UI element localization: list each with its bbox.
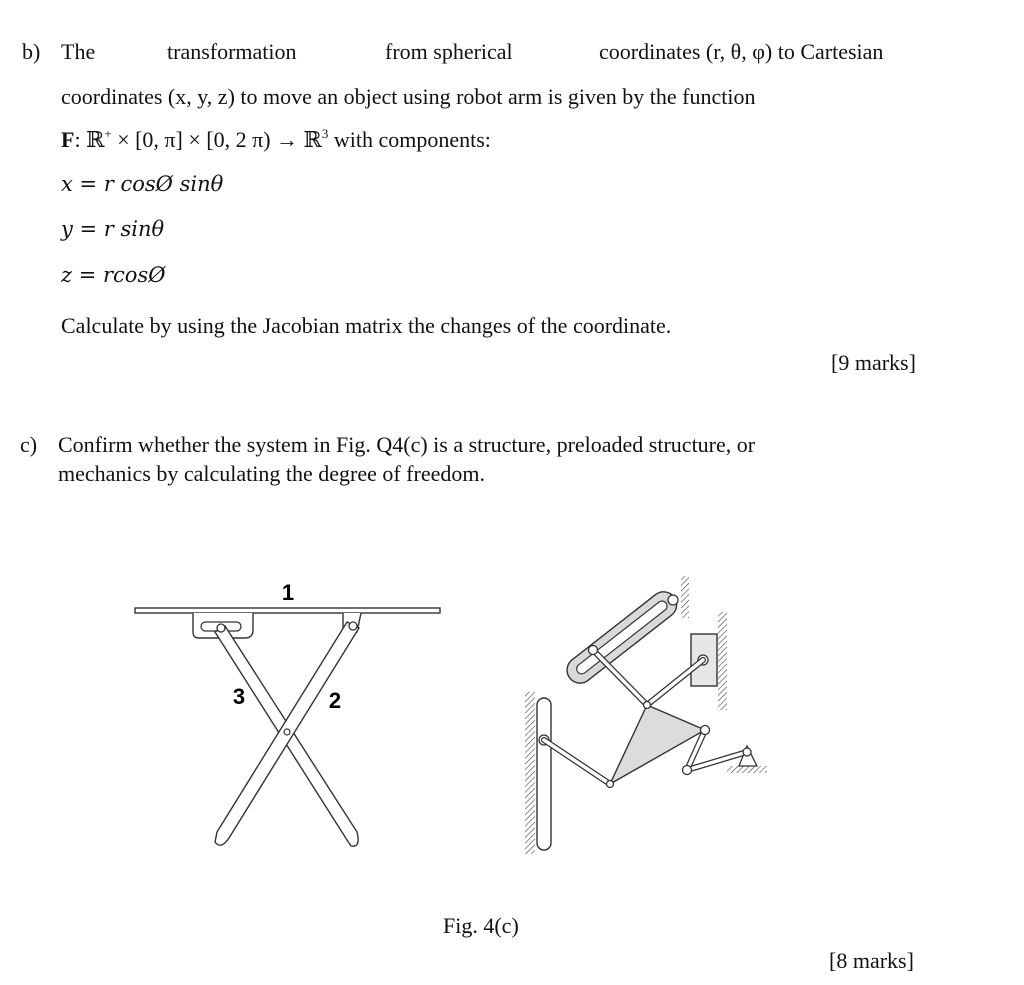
upper-slotted-link <box>562 587 682 689</box>
pin-right-hinge <box>349 622 357 630</box>
function-domain-mid: × [0, π] × [0, 2 π) → ℝ <box>111 127 322 152</box>
superscript-plus: + <box>104 126 112 141</box>
part-b-instruction: Calculate by using the Jacobian matrix the changes of the coordinate. <box>61 313 672 338</box>
equation-y: y = r sinθ <box>61 217 165 241</box>
part-b-label: b) <box>22 39 41 64</box>
left-vertical-slot <box>537 698 551 850</box>
ground-right <box>727 766 767 773</box>
pin-ground-support <box>743 748 751 756</box>
figure-label-3: 3 <box>232 684 246 709</box>
function-domain-end: with components: <box>328 127 491 152</box>
part-b-line2: coordinates (x, y, z) to move an object using robot arm is given by the function <box>61 84 756 109</box>
pin-left-slider <box>217 624 225 632</box>
pin-center <box>284 729 290 735</box>
top-right-wall <box>681 576 689 618</box>
part-b-marks: [9 marks] <box>831 350 916 375</box>
part-b-line1-word2: transformation <box>167 39 297 64</box>
part-b-line1-word1: The <box>61 39 96 64</box>
pin-slotted-link <box>589 646 598 655</box>
pivot-top-right <box>668 595 678 605</box>
part-b-line3 <box>61 126 491 154</box>
right-wall <box>718 612 727 710</box>
figure-folding-table <box>125 570 455 860</box>
pin-crank <box>683 766 692 775</box>
part-c-marks: [8 marks] <box>829 948 914 973</box>
figure-caption: Fig. 4(c) <box>443 913 519 938</box>
pin-plate-bottom <box>607 781 614 788</box>
part-b-line1-word4: coordinates (r, θ, φ) to Cartesian <box>599 39 884 64</box>
equation-z: z = rcosØ <box>61 263 166 287</box>
figure-label-1: 1 <box>281 580 295 605</box>
part-c-line2: mechanics by calculating the degree of freedom. <box>58 461 485 486</box>
figure-linkage-mechanism <box>515 570 805 860</box>
superscript-three: 3 <box>321 126 329 141</box>
figure-label-2: 2 <box>328 688 342 713</box>
part-c-label: c) <box>20 432 38 457</box>
pin-plate-right <box>701 726 710 735</box>
function-name: F <box>61 127 75 152</box>
function-domain-start: : ℝ <box>74 127 105 152</box>
equation-x: x = r cosØ sinθ <box>61 172 224 196</box>
left-wall <box>525 692 535 854</box>
pin-plate-top <box>644 702 651 709</box>
part-b-line1-word3: from spherical <box>385 39 513 64</box>
part-c-line1: Confirm whether the system in Fig. Q4(c) is a structure, preloaded structure, or <box>58 432 756 457</box>
table-top-bar <box>135 608 440 613</box>
